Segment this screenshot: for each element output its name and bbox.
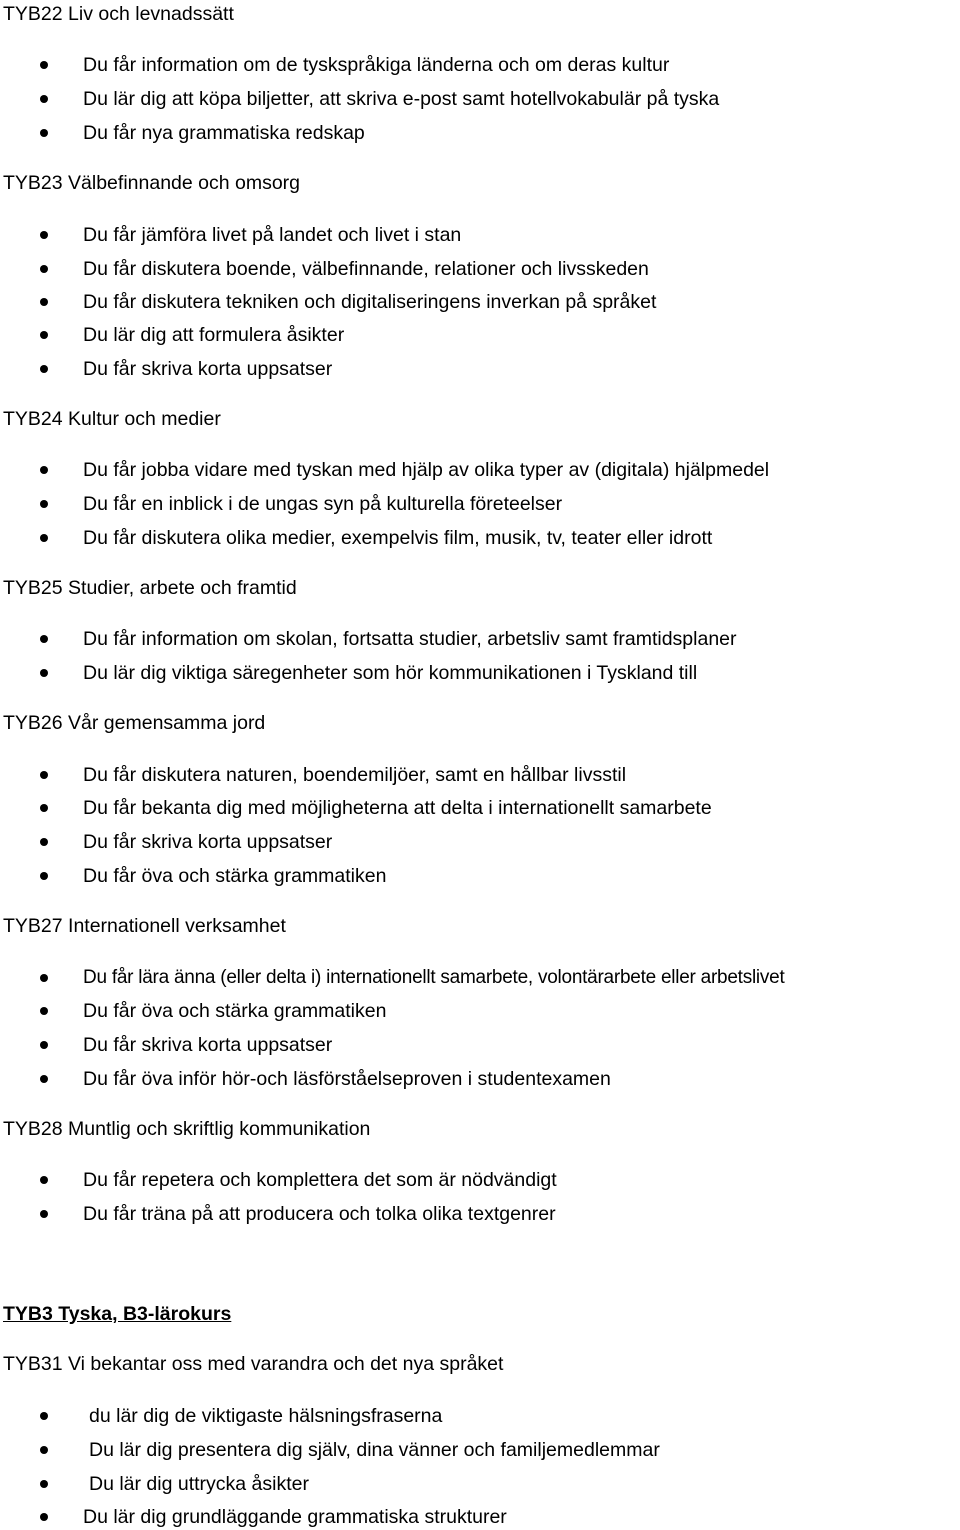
bullet-icon — [40, 635, 48, 643]
bullet-icon — [40, 804, 48, 812]
section-heading-tyb23: TYB23 Välbefinnande och omsorg — [3, 172, 301, 194]
bullet-icon — [40, 466, 48, 474]
bullet-icon — [40, 1210, 48, 1218]
bullet-icon — [40, 61, 48, 69]
bullet-icon — [40, 298, 48, 306]
section-heading-tyb25: TYB25 Studier, arbete och framtid — [3, 577, 297, 599]
section-heading-tyb24: TYB24 Kultur och medier — [3, 408, 221, 430]
bullet-icon — [40, 500, 48, 508]
section-heading-tyb28: TYB28 Muntlig och skriftlig kommunikation — [3, 1118, 371, 1140]
bullet-icon — [40, 669, 48, 677]
bullet-icon — [40, 872, 48, 880]
bullet-icon — [40, 1075, 48, 1083]
bullet-icon — [40, 265, 48, 273]
section-heading-tyb31: TYB31 Vi bekantar oss med varandra och det nya språket — [3, 1353, 504, 1375]
section-heading-tyb26: TYB26 Vår gemensamma jord — [3, 712, 266, 734]
course-title: TYB3 Tyska, B3-lärokurs — [3, 1303, 232, 1325]
bullet-icon — [40, 838, 48, 846]
bullet-icon — [40, 1041, 48, 1049]
bullet-icon — [40, 231, 48, 239]
section-heading-tyb22: TYB22 Liv och levnadssätt — [3, 3, 234, 25]
bullet-icon — [40, 1446, 48, 1454]
bullet-icon — [40, 534, 48, 542]
section-heading-tyb27: TYB27 Internationell verksamhet — [3, 915, 286, 937]
bullet-icon — [40, 129, 48, 137]
bullet-icon — [40, 95, 48, 103]
bullet-icon — [40, 1513, 48, 1521]
bullet-icon — [40, 974, 48, 982]
bullet-icon — [40, 1412, 48, 1420]
bullet-icon — [40, 1007, 48, 1015]
bullet-icon — [40, 365, 48, 373]
bullet-icon — [40, 771, 48, 779]
bullet-icon — [40, 331, 48, 339]
bullet-icon — [40, 1480, 48, 1488]
bullet-icon — [40, 1176, 48, 1184]
